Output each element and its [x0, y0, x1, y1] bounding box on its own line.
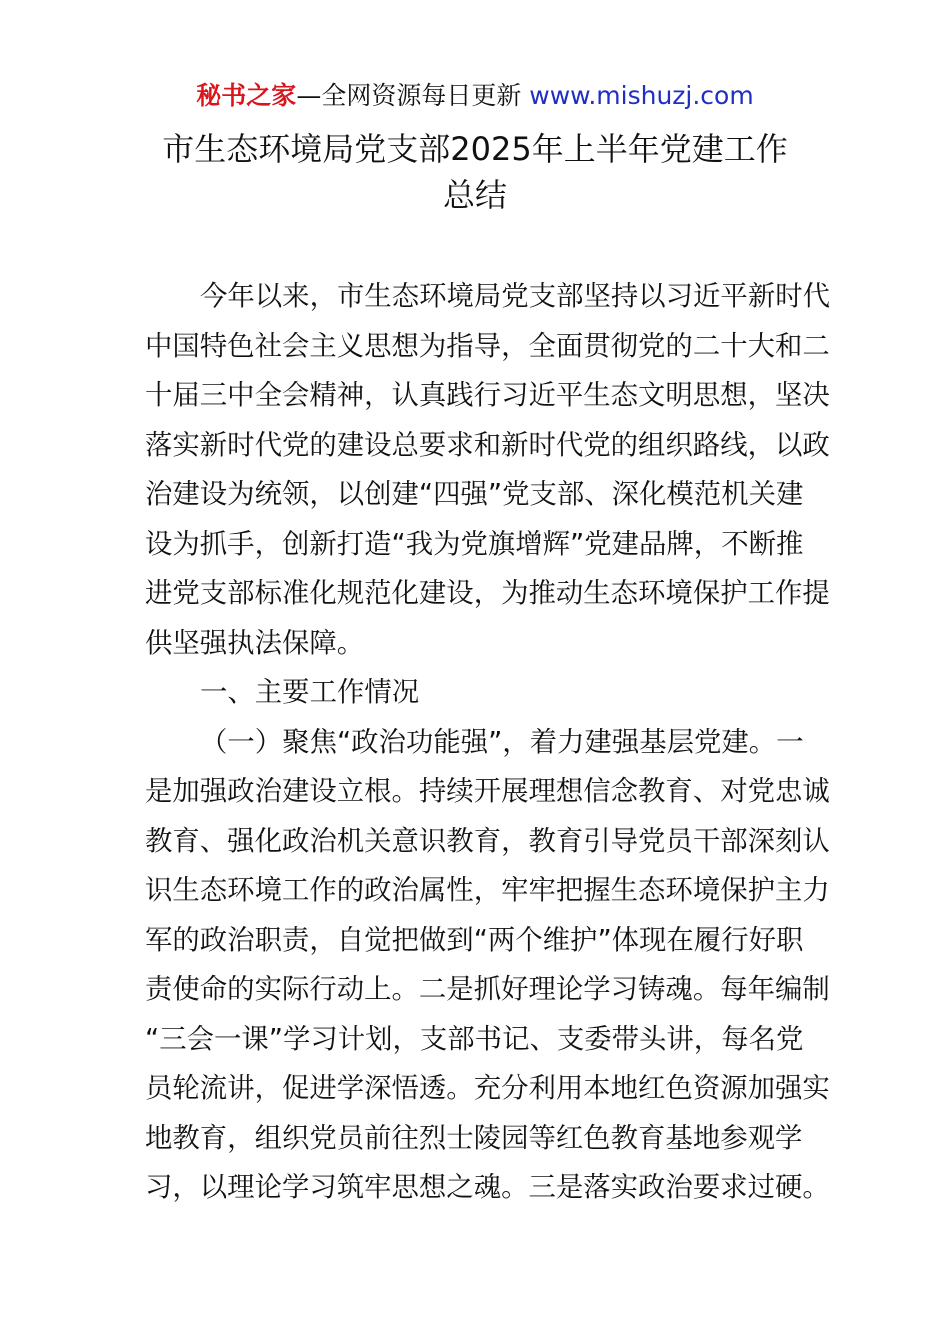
- subsection-heading: （一）聚焦“政治功能强”，着力建强基层党建。一: [200, 726, 804, 758]
- body-line: 落实新时代党的建设总要求和新时代党的组织路线，以政: [145, 429, 830, 461]
- body-line: 中国特色社会主义思想为指导，全面贯彻党的二十大和二: [145, 330, 830, 362]
- body-line: 识生态环境工作的政治属性，牢牢把握生态环境保护主力: [145, 875, 830, 906]
- document-title: [120, 126, 830, 218]
- body-line: 军的政治职责，自觉把做到“两个维护”体现在履行好职: [145, 924, 804, 956]
- body-line: 地教育，组织党员前往烈士陵园等红色教育基地参观学: [145, 1122, 803, 1154]
- body-line: 设为抓手，创新打造“我为党旗增辉”党建品牌，不断推: [145, 528, 804, 560]
- title-line-2: 总结: [442, 176, 507, 214]
- header-dash: —: [296, 81, 322, 110]
- body-line: 今年以来，市生态环境局党支部坚持以习近平新时代: [200, 281, 830, 312]
- body-line: 是加强政治建设立根。持续开展理想信念教育、对党忠诚: [145, 776, 830, 807]
- title-line-1: 市生态环境局党支部2025年上半年党建工作: [162, 130, 788, 168]
- body-line: 教育、强化政治机关意识教育，教育引导党员干部深刻认: [145, 825, 830, 857]
- body-line: 十届三中全会精神，认真践行习近平生态文明思想，坚决: [145, 380, 830, 411]
- body-line: 供坚强执法保障。: [145, 627, 365, 659]
- brand-name: 秘书之家: [196, 81, 297, 110]
- body-line: 进党支部标准化规范化建设，为推动生态环境保护工作提: [145, 578, 830, 609]
- header-tagline: 全网资源每日更新: [321, 81, 522, 110]
- body-line: 治建设为统领，以创建“四强”党支部、深化模范机关建: [145, 479, 804, 510]
- body-line: 员轮流讲，促进学深悟透。充分利用本地红色资源加强实: [145, 1073, 830, 1104]
- body-line: 习，以理论学习筑牢思想之魂。三是落实政治要求过硬。: [145, 1172, 830, 1203]
- site-header: [0, 78, 950, 114]
- body-line: 责使命的实际行动上。二是抓好理论学习铸魂。每年编制: [145, 974, 830, 1005]
- body-line: “三会一课”学习计划，支部书记、支委带头讲，每名党: [145, 1023, 804, 1055]
- section-heading: 一、主要工作情况: [200, 677, 420, 708]
- document-body: [145, 272, 830, 1213]
- site-url[interactable]: www.mishuzj.com: [529, 81, 754, 110]
